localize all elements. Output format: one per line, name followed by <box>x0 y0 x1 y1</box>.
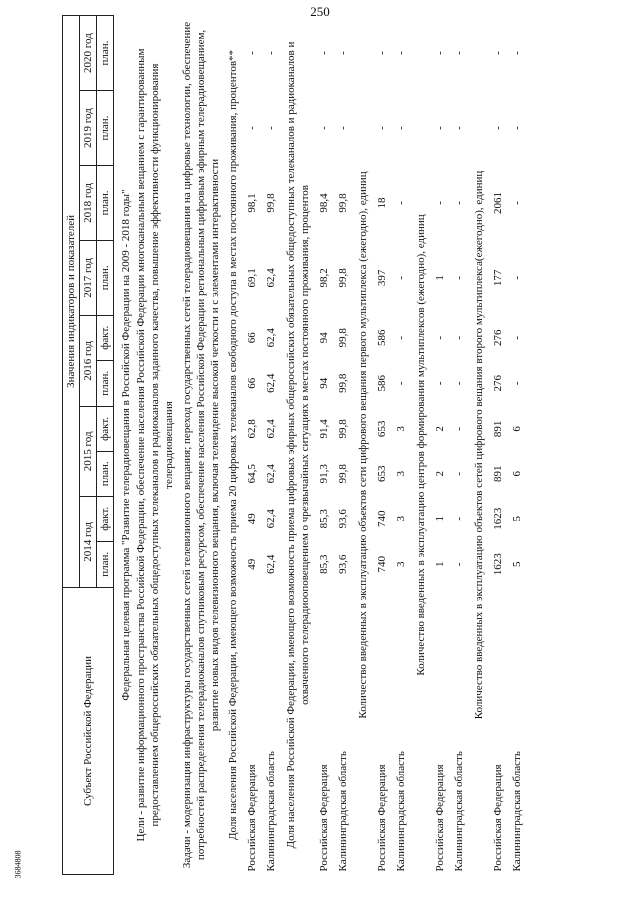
value-cell: 653 <box>375 420 388 438</box>
value-cell: - <box>336 126 349 130</box>
value-cell: 99,8 <box>336 193 349 213</box>
value-cell: 99,8 <box>336 268 349 288</box>
value-cell: 276 <box>491 329 504 346</box>
plan-header: план. <box>97 165 114 240</box>
table-row <box>391 16 410 875</box>
fact-header: факт. <box>97 496 114 541</box>
section-title: Количество введенных в эксплуатацию объектов сети цифрового вещания первого мультиплекса (ежегодно), единиц <box>357 171 369 719</box>
table-row <box>333 16 352 875</box>
value-cell: 99,8 <box>336 464 349 484</box>
subject-cell: Российская Федерация <box>317 764 330 872</box>
subject-cell: Калининградская область <box>264 751 277 872</box>
value-cell: - <box>394 126 407 130</box>
subject-cell: Российская Федерация <box>433 764 446 872</box>
value-cell: - <box>510 335 523 340</box>
subject-cell: Калининградская область <box>394 751 407 872</box>
program-title-row <box>114 16 135 875</box>
value-cell: 99,8 <box>336 328 349 348</box>
program-goal: Цели - развитие информационного пространства Российской Федерации, обеспечение населения Российской Федерации многоканальным вещанием с гарантированным предоставлением общероссийских обязательных общедоступных телеканалов и радиоканалов заданного качества, повышение эффективности функционирования телерадиовещания <box>135 48 175 842</box>
value-cell: 66 <box>245 332 258 344</box>
value-cell: - <box>452 335 465 340</box>
value-cell: 586 <box>375 375 388 392</box>
plan-header: план. <box>97 240 114 315</box>
value-cell: - <box>510 51 523 55</box>
value-cell: - <box>433 126 446 130</box>
value-cell: - <box>245 126 258 130</box>
year-header: 2017 год <box>80 240 97 315</box>
value-cell: 5 <box>510 561 523 568</box>
value-cell: - <box>452 471 465 476</box>
plan-header: план. <box>97 360 114 406</box>
fact-header: факт. <box>97 406 114 451</box>
value-cell: 99,8 <box>264 193 277 213</box>
value-cell: 94 <box>317 377 330 389</box>
value-cell: - <box>452 427 465 431</box>
section-title: Количество введенных в эксплуатацию объектов сетей цифрового вещания второго мультиплекса(ежегодно), единиц <box>473 170 485 720</box>
value-cell: - <box>394 381 407 386</box>
program-tasks: Задачи - модернизация инфраструктуры государственных сетей телевизионного вещания; переход государственных сетей телерадиовещания на цифровые технологии, обеспечение потребностей распределения телерадиоканалов спутниковым ресурсом, обеспечение населения Российской Федерации региональным цифровым эфирным телерадиовещанием, развитие новых видов телевизионного вещания, включая телевидение высокой четкости и с элементами интерактивности <box>181 21 221 869</box>
year-header: 2020 год <box>80 16 97 91</box>
value-cell: - <box>452 516 465 521</box>
value-cell: 93,6 <box>336 554 349 574</box>
value-cell: 1623 <box>491 553 504 576</box>
subject-cell: Российская Федерация <box>375 764 388 872</box>
indicators-header: Значения индикаторов и показателей <box>63 16 80 588</box>
value-cell: - <box>317 126 330 130</box>
value-cell: - <box>452 126 465 130</box>
value-cell: 3 <box>394 561 407 568</box>
value-cell: - <box>452 275 465 280</box>
value-cell: 1 <box>433 275 446 281</box>
value-cell: 18 <box>375 197 388 209</box>
value-cell: - <box>264 126 277 130</box>
value-cell: 62,4 <box>264 554 277 574</box>
value-cell: 85,3 <box>317 509 330 529</box>
plan-header: план. <box>97 451 114 496</box>
value-cell: - <box>375 126 388 130</box>
value-cell: - <box>452 51 465 55</box>
value-cell: - <box>452 201 465 205</box>
program-goal-row <box>134 16 176 875</box>
value-cell: - <box>264 51 277 55</box>
table-row <box>430 16 449 875</box>
table-row <box>261 16 280 875</box>
value-cell: 740 <box>375 510 388 527</box>
subject-cell: Российская Федерация <box>491 764 504 872</box>
value-cell: 69,1 <box>245 268 258 288</box>
value-cell: - <box>491 126 504 130</box>
section-title-row <box>352 16 372 875</box>
table-row <box>507 16 526 875</box>
value-cell: - <box>452 381 465 386</box>
section-title: Доля населения Российской Федерации, имеющего возможность приема 20 цифровых телеканалов свободного доступа в местах постоянного проживания, процентов** <box>227 49 239 841</box>
value-cell: 98,4 <box>317 193 330 213</box>
value-cell: - <box>394 275 407 280</box>
value-cell: - <box>491 51 504 55</box>
table-row <box>242 16 261 875</box>
value-cell: - <box>394 335 407 340</box>
value-cell: 62,4 <box>264 268 277 288</box>
subject-cell: Калининградская область <box>336 751 349 872</box>
header-row-1 <box>63 16 80 875</box>
year-header: 2018 год <box>80 165 97 240</box>
section-title: Доля населения Российской Федерации, имеющего возможность приема цифровых эфирных общероссийских обязательных общедоступных телеканалов и радиоканалов и охваченного телерадиооповещением о чрезвычайных ситуациях в местах постоянного проживания, процентов <box>285 41 311 849</box>
program-tasks-row <box>176 16 222 875</box>
value-cell: 276 <box>491 375 504 392</box>
value-cell: 49 <box>245 513 258 525</box>
value-cell: - <box>510 275 523 280</box>
program-title: Федеральная целевая программа "Развитие телерадиовещания в Российской Федерации на 2009 - 2018 годы" <box>120 189 132 701</box>
value-cell: 5 <box>510 515 523 522</box>
table-row <box>314 16 333 875</box>
value-cell: 3 <box>394 471 407 477</box>
section-title: Количество введенных в эксплуатацию центров формирования мультиплексов (ежегодно), единиц <box>415 214 427 676</box>
rotated-table-page <box>62 15 637 875</box>
value-cell: 891 <box>491 420 504 438</box>
indicators-table <box>62 15 526 875</box>
value-cell: 62,4 <box>264 328 277 348</box>
value-cell: 62,4 <box>264 373 277 393</box>
year-header: 2015 год <box>80 406 97 496</box>
value-cell: 891 <box>491 465 504 483</box>
value-cell: 98,1 <box>245 193 258 213</box>
value-cell: 1623 <box>491 507 504 530</box>
value-cell: 1 <box>433 515 446 522</box>
value-cell: - <box>317 51 330 55</box>
value-cell: - <box>394 201 407 205</box>
value-cell: 62,8 <box>245 419 258 439</box>
section-title-row <box>222 16 242 875</box>
value-cell: 6 <box>510 426 523 432</box>
value-cell: - <box>433 201 446 205</box>
value-cell: - <box>433 381 446 386</box>
value-cell: - <box>510 381 523 386</box>
value-cell: 3 <box>394 426 407 432</box>
plan-header: план. <box>97 541 114 587</box>
value-cell: - <box>245 51 258 55</box>
fact-header: факт. <box>97 315 114 360</box>
value-cell: 64,5 <box>245 464 258 484</box>
value-cell: - <box>336 51 349 55</box>
section-title-row <box>410 16 430 875</box>
value-cell: 99,8 <box>336 373 349 393</box>
value-cell: 397 <box>375 269 388 287</box>
value-cell: 49 <box>245 558 258 570</box>
subject-cell: Российская Федерация <box>245 764 258 872</box>
subject-column-header: Субъект Российской Федерации <box>63 587 114 874</box>
value-cell: 653 <box>375 465 388 483</box>
value-cell: - <box>433 335 446 340</box>
value-cell: - <box>510 126 523 130</box>
subject-cell: Калининградская область <box>510 751 523 872</box>
value-cell: - <box>433 51 446 55</box>
value-cell: - <box>452 562 465 567</box>
value-cell: - <box>510 201 523 205</box>
value-cell: - <box>375 51 388 55</box>
value-cell: 93,6 <box>336 509 349 529</box>
value-cell: 1 <box>433 561 446 568</box>
subject-cell: Калининградская область <box>452 751 465 872</box>
value-cell: 99,8 <box>336 419 349 439</box>
value-cell: 94 <box>317 332 330 344</box>
table-row <box>372 16 391 875</box>
value-cell: 2 <box>433 426 446 432</box>
value-cell: 66 <box>245 377 258 389</box>
value-cell: 62,4 <box>264 464 277 484</box>
table-row <box>449 16 468 875</box>
value-cell: 586 <box>375 329 388 346</box>
value-cell: 177 <box>491 269 504 287</box>
year-header: 2016 год <box>80 315 97 406</box>
document-code: 3684808 <box>13 850 23 879</box>
value-cell: - <box>394 51 407 55</box>
value-cell: 740 <box>375 556 388 573</box>
value-cell: 98,2 <box>317 268 330 288</box>
value-cell: 91,4 <box>317 419 330 439</box>
value-cell: 62,4 <box>264 419 277 439</box>
page-number: 250 <box>310 4 330 19</box>
section-title-row <box>468 16 488 875</box>
year-header: 2019 год <box>80 91 97 166</box>
value-cell: 85,3 <box>317 554 330 574</box>
value-cell: 62,4 <box>264 509 277 529</box>
value-cell: 91,3 <box>317 464 330 484</box>
value-cell: 6 <box>510 471 523 477</box>
table-row <box>488 16 507 875</box>
section-title-row <box>280 16 314 875</box>
value-cell: 2061 <box>491 191 504 214</box>
value-cell: 3 <box>394 515 407 522</box>
year-header: 2014 год <box>80 496 97 587</box>
value-cell: 2 <box>433 471 446 477</box>
plan-header: план. <box>97 16 114 91</box>
plan-header: план. <box>97 91 114 166</box>
